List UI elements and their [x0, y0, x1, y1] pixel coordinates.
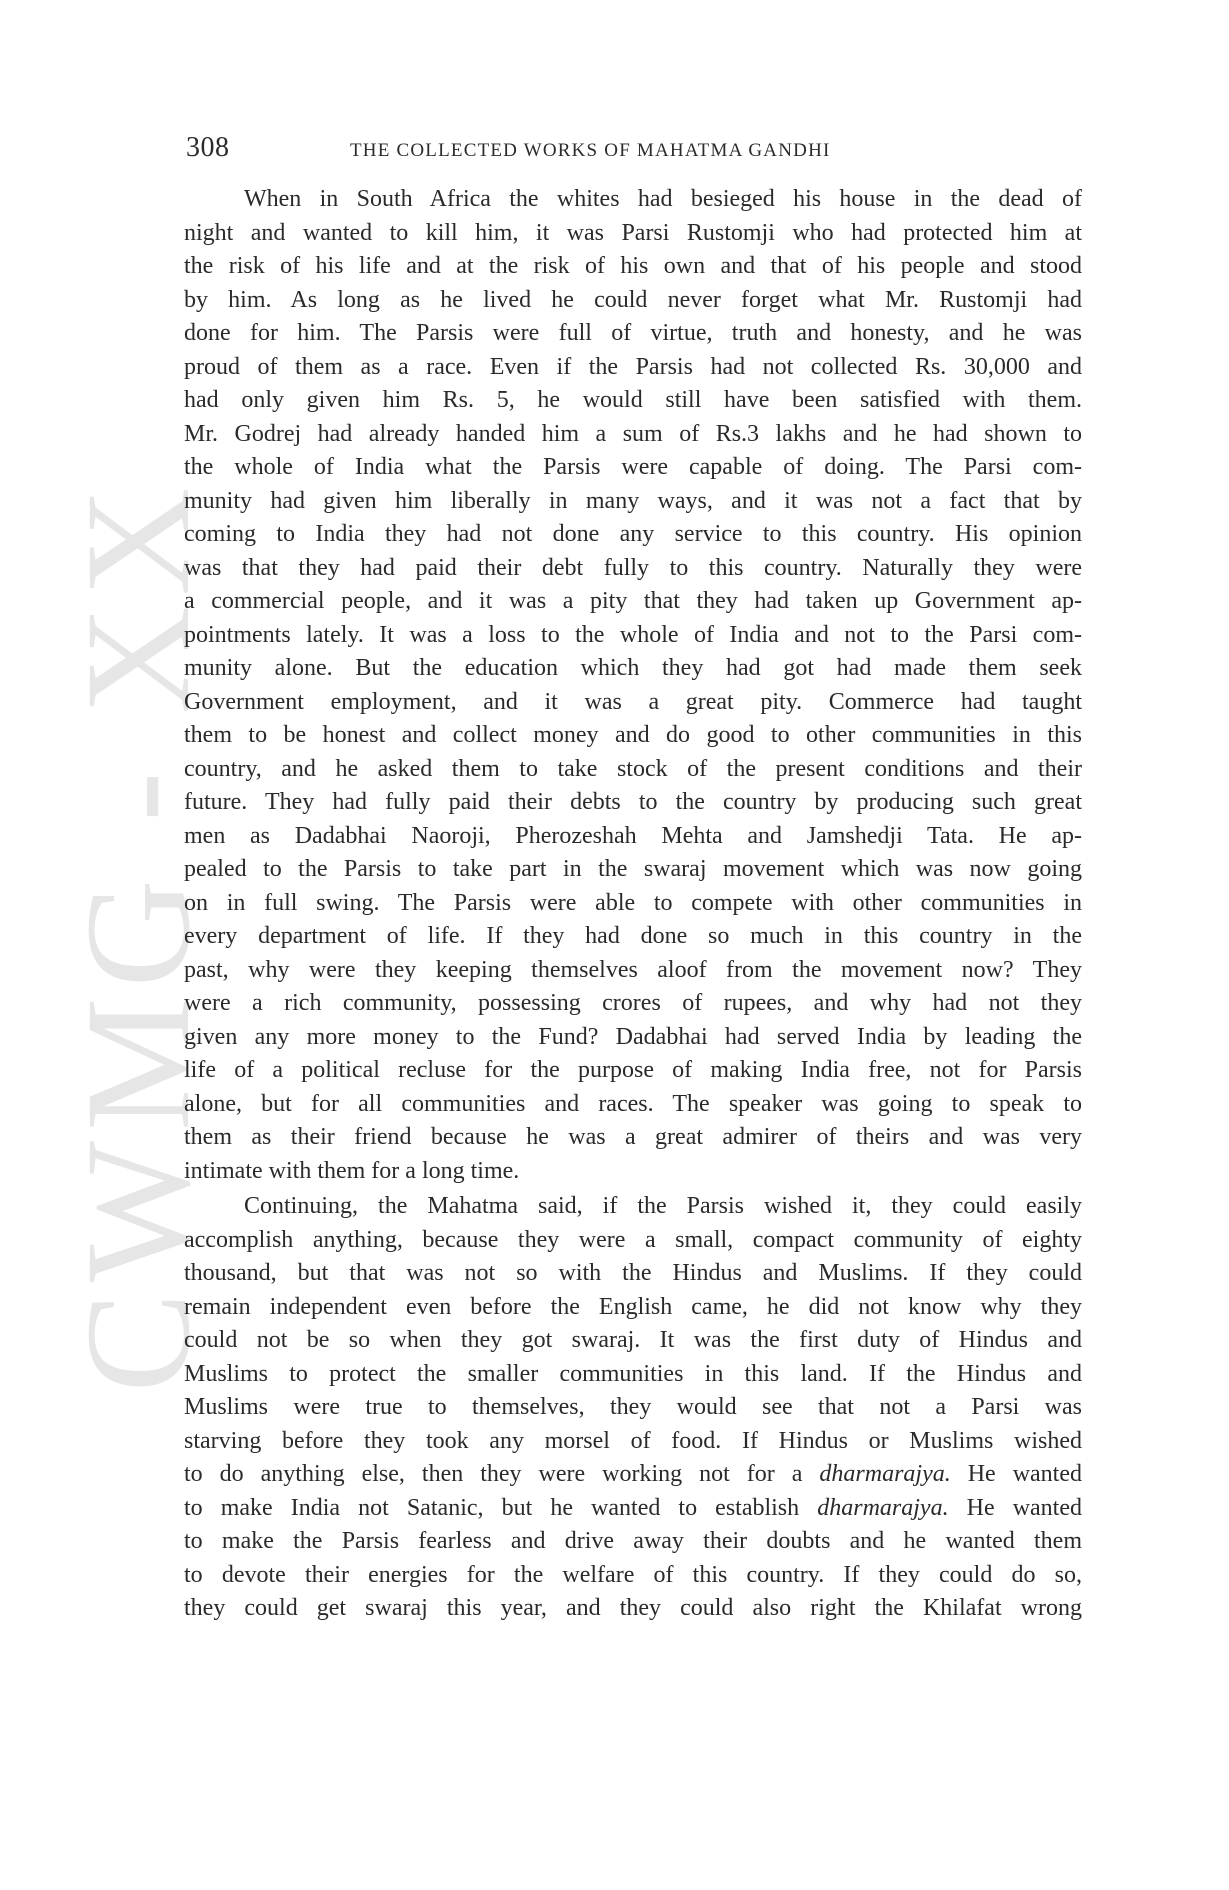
text-line: every department of life. If they had done so much in this country in the	[184, 923, 1082, 949]
paragraph-2	[184, 1190, 1082, 1626]
italic-term: dharmarajya.	[817, 1494, 949, 1521]
page-number: 308	[186, 132, 230, 163]
text-line: done for him. The Parsis were full of virtue, truth and honesty, and he was	[184, 320, 1082, 346]
text-line: accomplish anything, because they were a small, compact community of eighty	[184, 1226, 1082, 1253]
text-line: men as Dadabhai Naoroji, Pherozeshah Mehta and Jamshedji Tata. He ap-	[184, 822, 1082, 849]
text-line: munity alone. But the education which they had got had made them seek	[184, 655, 1082, 681]
text-line: to make the Parsis fearless and drive away their doubts and he wanted them	[184, 1528, 1082, 1554]
text-line: Continuing, the Mahatma said, if the Parsis wished it, they could easily	[244, 1193, 1082, 1219]
text-line	[184, 1492, 1082, 1526]
text-line: When in South Africa the whites had besieged his house in the dead of	[244, 186, 1082, 212]
text-run: He wanted	[950, 1461, 1082, 1487]
text-line: life of a political recluse for the purpose of making India free, not for Parsis	[184, 1057, 1082, 1083]
text-line: the whole of India what the Parsis were capable of doing. The Parsi com-	[184, 454, 1082, 480]
running-title: THE COLLECTED WORKS OF MAHATMA GANDHI	[350, 140, 831, 161]
text-run: to do anything else, then they were working not for a	[184, 1461, 820, 1487]
text-line: past, why were they keeping themselves aloof from the movement now? They	[184, 956, 1082, 983]
text-line: to devote their energies for the welfare of this country. If they could do so,	[184, 1561, 1082, 1588]
text-line: country, and he asked them to take stock of the present conditions and their	[184, 755, 1082, 782]
text-line: thousand, but that was not so with the Hindus and Muslims. If they could	[184, 1260, 1082, 1286]
text-run: to make India not Satanic, but he wanted to establish	[184, 1494, 818, 1521]
text-line: them as their friend because he was a great admirer of theirs and was very	[184, 1124, 1082, 1150]
text-line: a commercial people, and it was a pity that they had taken up Government ap-	[184, 588, 1082, 614]
text-run: He wanted	[948, 1494, 1083, 1521]
text-line: alone, but for all communities and races. The speaker was going to speak to	[184, 1090, 1082, 1117]
watermark-text: CWMG - XX	[55, 477, 221, 1393]
text-line: Muslims were true to themselves, they would see that not a Parsi was	[184, 1394, 1082, 1420]
text-line: by him. As long as he lived he could never forget what Mr. Rustomji had	[184, 286, 1082, 313]
body-text	[184, 183, 1082, 1626]
page-header	[186, 130, 1082, 170]
text-line	[184, 1458, 1082, 1492]
text-line: night and wanted to kill him, it was Parsi Rustomji who had protected him at	[184, 219, 1082, 246]
text-line: intimate with them for a long time.	[184, 1157, 520, 1184]
text-line: proud of them as a race. Even if the Parsis had not collected Rs. 30,000 and	[184, 353, 1082, 380]
text-line: Government employment, and it was a great pity. Commerce had taught	[184, 688, 1082, 715]
italic-term: dharmarajya.	[819, 1461, 951, 1487]
text-line: Muslims to protect the smaller communities in this land. If the Hindus and	[184, 1360, 1082, 1387]
text-line: the risk of his life and at the risk of his own and that of his people and stood	[184, 253, 1082, 279]
text-line: were a rich community, possessing crores of rupees, and why had not they	[184, 990, 1082, 1016]
text-line: remain independent even before the English came, he did not know why they	[184, 1293, 1082, 1320]
text-line: was that they had paid their debt fully to this country. Naturally they were	[184, 554, 1082, 581]
text-line: pealed to the Parsis to take part in the swaraj movement which was now going	[184, 856, 1082, 882]
text-line: they could get swaraj this year, and they could also right the Khilafat wrong	[184, 1595, 1082, 1621]
text-line: could not be so when they got swaraj. It was the first duty of Hindus and	[184, 1327, 1082, 1353]
text-line: given any more money to the Fund? Dadabhai had served India by leading the	[184, 1023, 1082, 1050]
text-line: had only given him Rs. 5, he would still have been satisfied with them.	[184, 387, 1082, 413]
text-line: Mr. Godrej had already handed him a sum of Rs.3 lakhs and he had shown to	[184, 420, 1082, 447]
paragraph-1	[184, 183, 1082, 1188]
text-line: them to be honest and collect money and do good to other communities in this	[184, 722, 1082, 748]
text-line: on in full swing. The Parsis were able to compete with other communities in	[184, 889, 1082, 916]
text-line: starving before they took any morsel of food. If Hindus or Muslims wished	[184, 1427, 1082, 1454]
text-line: coming to India they had not done any service to this country. His opinion	[184, 521, 1082, 547]
text-line: pointments lately. It was a loss to the whole of India and not to the Parsi com-	[184, 621, 1082, 648]
text-line: munity had given him liberally in many ways, and it was not a fact that by	[184, 487, 1082, 514]
text-line: future. They had fully paid their debts to the country by producing such great	[184, 789, 1082, 815]
